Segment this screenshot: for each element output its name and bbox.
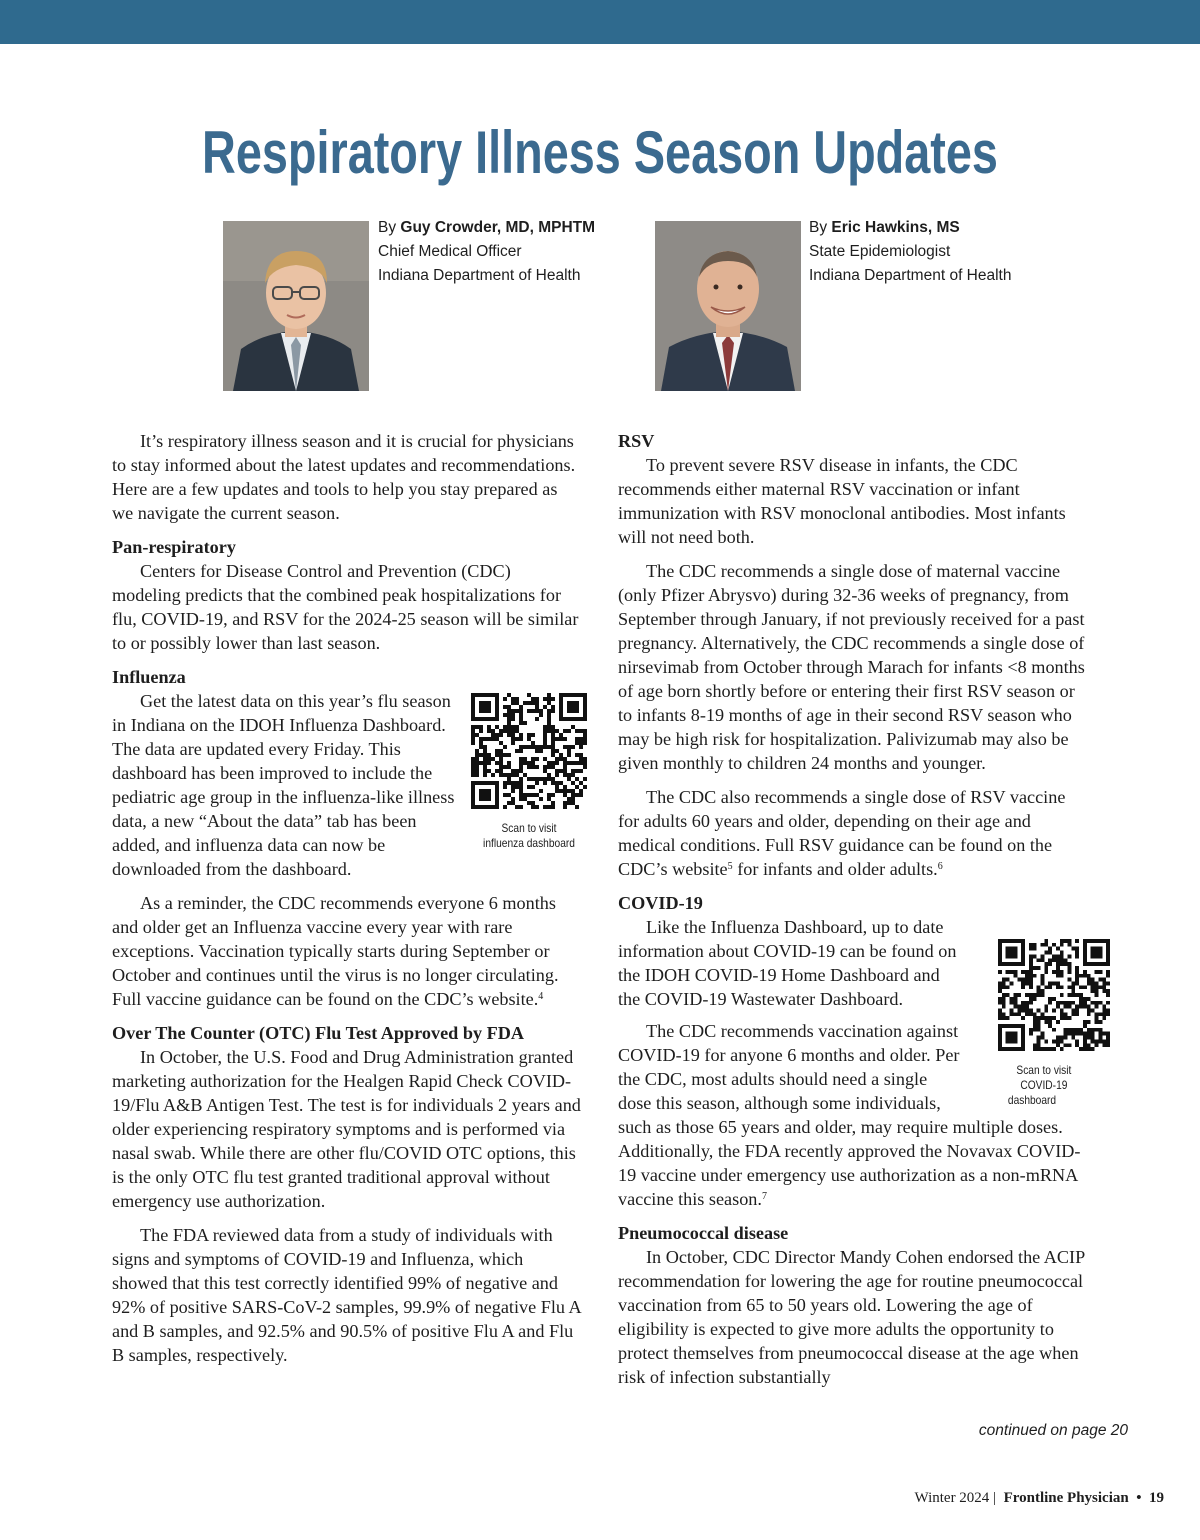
header-band bbox=[0, 0, 1200, 44]
section-heading-pneumococcal: Pneumococcal disease bbox=[618, 1223, 789, 1243]
otc-paragraph-1: In October, the U.S. Food and Drug Administration granted marketing authorization for the Healgen Rapid Check COVID-19/Flu A&B Antigen Test. The test is for individuals 2 years and older experiencing respiratory symptoms and is performed via nasal swab. While there are other flu/COVID OTC options, this is the only OTC flu test granted traditional approval without emergency use authorization. bbox=[112, 1047, 581, 1211]
rsv-paragraph-3a: The CDC also recommends a single dose of RSV vaccine for adults 60 years and older, depending on their age and medical conditions. Full RSV guidance can be found on the CDC’s website bbox=[618, 787, 1066, 879]
pan-respiratory-paragraph: Centers for Disease Control and Prevention (CDC) modeling predicts that the combined peak hospitalizations for flu, COVID-19, and RSV for the 2024-25 season will be similar to or possibly lower than last season. bbox=[112, 561, 579, 653]
left-column bbox=[112, 429, 582, 1377]
section-heading-pan-respiratory: Pan-respiratory bbox=[112, 537, 236, 557]
pneumococcal-paragraph: In October, CDC Director Mandy Cohen endorsed the ACIP recommendation for lowering the age for routine pneumococcal vaccination from 65 to 50 years old. Lowering the age of eligibility is expected to give more adults the opportunity to protect themselves from pneumococcal disease at the age when risk of infection substantially bbox=[618, 1247, 1085, 1387]
section-heading-otc: Over The Counter (OTC) Flu Test Approved by FDA bbox=[112, 1023, 524, 1043]
covid-qr-caption: Scan to visit COVID-19 dashboard bbox=[1007, 1063, 1072, 1107]
author-name: Guy Crowder, MD, MPHTM bbox=[400, 219, 596, 236]
influenza-paragraph-1: Get the latest data on this year’s flu season in Indiana on the IDOH Influenza Dashboard. The data are updated every Friday. This dashboard has been improved to include the pediatric age group in the influenza-like illness data, a new “About the data” tab has been added, and influenza data can now be downloaded from the dashboard. bbox=[112, 691, 455, 879]
footer-publication: Frontline Physician bbox=[1003, 1490, 1129, 1506]
influenza-qr-block[interactable] bbox=[468, 693, 590, 851]
otc-paragraph-2: The FDA reviewed data from a study of individuals with signs and symptoms of COVID-19 and Influenza, which showed that this test correctly identified 99% of negative and 92% of positive SARS-CoV-2 samples, 99.9% of negative Flu A and B samples, and 92.5% and 90.5% of positive Flu A and Flu B samples, respectively. bbox=[112, 1225, 581, 1365]
author-org: Indiana Department of Health bbox=[378, 267, 581, 284]
influenza-paragraph-2: As a reminder, the CDC recommends everyone 6 months and older get an Influenza vaccine every year with rare exceptions. Vaccination typically starts during September or October and continues until the virus is no longer circulating. Full vaccine guidance can be found on the CDC’s website. bbox=[112, 893, 559, 1009]
footer-separator: | bbox=[993, 1490, 997, 1506]
author-org: Indiana Department of Health bbox=[809, 267, 1012, 284]
reference-5: 5 bbox=[727, 861, 733, 872]
reference-4: 4 bbox=[538, 991, 544, 1002]
footer-bullet: • bbox=[1136, 1490, 1142, 1506]
page-title: Respiratory Illness Season Updates bbox=[202, 119, 998, 186]
covid-qr-code[interactable] bbox=[998, 939, 1110, 1051]
section-heading-covid: COVID-19 bbox=[618, 893, 703, 913]
author-role: Chief Medical Officer bbox=[378, 243, 522, 260]
continued-note: continued on page 20 bbox=[978, 1422, 1128, 1439]
footer-page-number: 19 bbox=[1149, 1490, 1164, 1506]
author-byline-hawkins bbox=[809, 216, 1011, 288]
section-heading-influenza: Influenza bbox=[112, 667, 186, 687]
section-heading-rsv: RSV bbox=[618, 431, 655, 451]
right-column bbox=[618, 429, 1088, 1399]
footer-issue: Winter 2024 bbox=[914, 1490, 990, 1506]
rsv-paragraph-2: The CDC recommends a single dose of maternal vaccine (only Pfizer Abrysvo) during 32-36 weeks of pregnancy, from September through January, if not previously received for a past pregnancy. Alternatively, the CDC recommends a single dose of nirsevimab from October through Marach for infants <8 months of age born shortly before or entering their first RSV season or to infants 8-19 months of age in their second RSV season who may be high risk for hospitalization. Palivizumab may also be given monthly to children 24 months and younger. bbox=[618, 561, 1085, 773]
reference-7: 7 bbox=[761, 1191, 767, 1202]
author-photo-hawkins bbox=[655, 221, 801, 391]
author-photo-crowder bbox=[223, 221, 369, 391]
page-footer bbox=[915, 1490, 1164, 1507]
byline-by: By bbox=[809, 219, 828, 236]
influenza-qr-code[interactable] bbox=[471, 693, 587, 809]
covid-qr-block[interactable] bbox=[970, 939, 1094, 1108]
rsv-paragraph-3b: for infants and older adults. bbox=[732, 859, 938, 879]
covid-paragraph-1-text: Like the Influenza Dashboard, up to date information about COVID-19 can be found on the IDOH COVID-19 Home Dashboard and the COVID-19 Wastewater Dashboard. bbox=[618, 917, 957, 1009]
rsv-paragraph-1: To prevent severe RSV disease in infants, the CDC recommends either maternal RSV vaccination or infant immunization with RSV monoclonal antibodies. Most infants will not need both. bbox=[618, 455, 1066, 547]
reference-6: 6 bbox=[937, 861, 943, 872]
byline-by: By bbox=[378, 219, 397, 236]
covid-paragraph-1 bbox=[618, 915, 1088, 1107]
influenza-qr-caption: Scan to visit influenza dashboard bbox=[483, 821, 575, 850]
author-role: State Epidemiologist bbox=[809, 243, 951, 260]
author-name: Eric Hawkins, MS bbox=[831, 219, 960, 236]
intro-paragraph: It’s respiratory illness season and it is crucial for physicians to stay informed about the latest updates and recommendations. Here are a few updates and tools to help you stay prepared as we navigate the current season. bbox=[112, 431, 576, 523]
author-byline-crowder bbox=[378, 216, 595, 288]
covid-paragraph-2: The CDC recommends vaccination against COVID-19 for anyone 6 months and older. Per the CDC, most adults should need a single dose this season, although some individuals, such as those 65 years and older, may require multiple doses. Additionally, the FDA recently approved the Novavax COVID-19 vaccine under emergency use authorization as a non-mRNA vaccine this season. bbox=[618, 1021, 1081, 1209]
